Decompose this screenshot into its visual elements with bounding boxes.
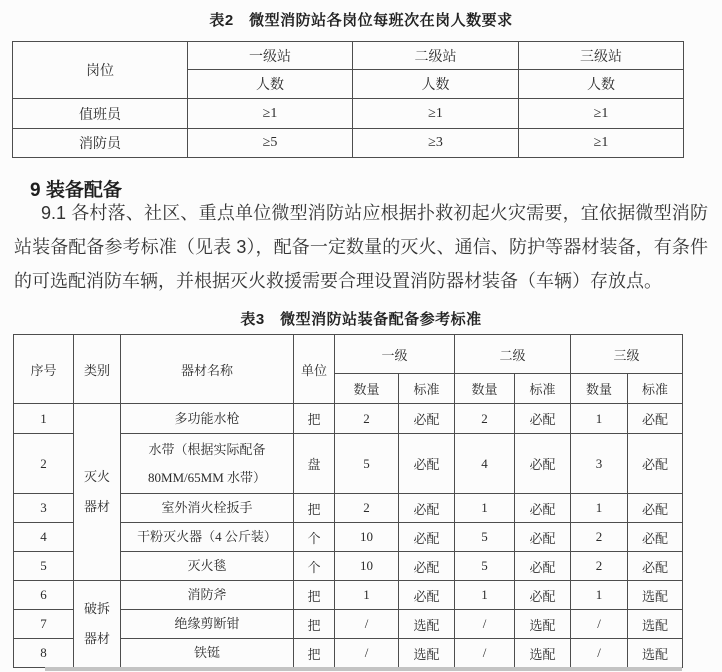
cell-qty-level3: 1	[571, 404, 628, 434]
cell-count-level2: ≥3	[353, 129, 519, 158]
cell-count-level1: ≥5	[188, 129, 353, 158]
cell-count-level3: ≥1	[519, 99, 684, 129]
cell-equipment-name: 消防斧	[121, 581, 294, 610]
cell-qty-level3: 2	[571, 552, 628, 581]
table2-title: 表2 微型消防站各岗位每班次在岗人数要求	[209, 12, 513, 29]
col-header-unit: 单位	[294, 335, 335, 404]
cell-std-level1: 必配	[399, 552, 455, 581]
col-subheader-count-2: 人数	[353, 70, 519, 99]
cell-count-level2: ≥1	[353, 99, 519, 129]
cell-std-level2: 必配	[515, 434, 571, 494]
cell-qty-level2: 5	[455, 552, 515, 581]
cell-std-level1: 必配	[399, 494, 455, 523]
cell-std-level2: 必配	[515, 523, 571, 552]
col-subheader-std-1: 标准	[399, 374, 455, 404]
section-heading: 9 装备配备	[30, 180, 122, 201]
cell-std-level2: 选配	[515, 610, 571, 639]
next-row-cutoff-strip	[45, 667, 682, 671]
table3-equipment	[13, 334, 683, 668]
cell-unit: 把	[294, 581, 335, 610]
table3-title: 表3 微型消防站装备配备参考标准	[240, 311, 482, 328]
col-subheader-count-3: 人数	[519, 70, 684, 99]
cell-std-level2: 选配	[515, 639, 571, 668]
cell-unit: 把	[294, 639, 335, 668]
col-header-level1: 一级	[335, 335, 455, 374]
col-header-equipment: 器材名称	[121, 335, 294, 404]
cell-std-level3: 必配	[628, 494, 683, 523]
cell-std-level2: 必配	[515, 581, 571, 610]
cell-std-level3: 选配	[628, 610, 683, 639]
cell-seq: 5	[14, 552, 74, 581]
cell-std-level2: 必配	[515, 552, 571, 581]
col-header-category: 类别	[74, 335, 121, 404]
cell-unit: 个	[294, 523, 335, 552]
cell-qty-level2: 4	[455, 434, 515, 494]
cell-std-level2: 必配	[515, 404, 571, 434]
cell-equipment-name: 灭火毯	[121, 552, 294, 581]
col-header-station-1: 一级站	[188, 42, 353, 70]
cell-seq: 7	[14, 610, 74, 639]
cell-count-level3: ≥1	[519, 129, 684, 158]
cell-qty-level1: 10	[335, 552, 399, 581]
cell-std-level3: 选配	[628, 581, 683, 610]
cell-std-level1: 必配	[399, 404, 455, 434]
cell-std-level3: 必配	[628, 523, 683, 552]
cell-qty-level1: /	[335, 639, 399, 668]
cell-std-level3: 必配	[628, 404, 683, 434]
col-header-post: 岗位	[13, 42, 188, 99]
cell-seq: 1	[14, 404, 74, 434]
cell-equipment-name: 室外消火栓扳手	[121, 494, 294, 523]
col-header-seq: 序号	[14, 335, 74, 404]
cell-equipment-name: 水带（根据实际配备 80MM/65MM 水带）	[121, 434, 294, 494]
cell-qty-level2: 1	[455, 581, 515, 610]
cell-equipment-name: 干粉灭火器（4 公斤装）	[121, 523, 294, 552]
col-subheader-std-3: 标准	[628, 374, 683, 404]
col-subheader-qty-1: 数量	[335, 374, 399, 404]
cell-qty-level3: /	[571, 610, 628, 639]
cell-category-firefighting: 灭火器材	[74, 404, 121, 581]
table-row	[14, 404, 683, 434]
cell-std-level3: 必配	[628, 434, 683, 494]
cell-equipment-name: 多功能水枪	[121, 404, 294, 434]
cell-count-level1: ≥1	[188, 99, 353, 129]
cell-seq: 2	[14, 434, 74, 494]
cell-qty-level3: /	[571, 639, 628, 668]
section-paragraph: 9.1 各村落、社区、重点单位微型消防站应根据扑救初起火灾需要，宜依据微型消防站装备配备参考标准（见表 3），配备一定数量的灭火、通信、防护等器材装备，有条件的可选配消防车辆，并根据灭火救援需要合理设置消防器材装备（车辆）存放点。	[14, 203, 708, 291]
cell-qty-level1: 2	[335, 404, 399, 434]
cell-qty-level3: 1	[571, 494, 628, 523]
cell-qty-level2: 2	[455, 404, 515, 434]
cell-equipment-name: 铁铤	[121, 639, 294, 668]
cell-qty-level2: /	[455, 639, 515, 668]
col-subheader-std-2: 标准	[515, 374, 571, 404]
cell-std-level1: 必配	[399, 523, 455, 552]
col-header-level2: 二级	[455, 335, 571, 374]
cell-seq: 4	[14, 523, 74, 552]
cell-equipment-name: 绝缘剪断钳	[121, 610, 294, 639]
cell-unit: 个	[294, 552, 335, 581]
col-subheader-qty-2: 数量	[455, 374, 515, 404]
cell-qty-level2: /	[455, 610, 515, 639]
table3-header-row-1	[14, 335, 683, 374]
cell-std-level1: 必配	[399, 581, 455, 610]
cell-std-level1: 选配	[399, 639, 455, 668]
cell-qty-level2: 1	[455, 494, 515, 523]
cell-std-level1: 选配	[399, 610, 455, 639]
table2-header-row-1	[13, 42, 684, 70]
cell-std-level3: 选配	[628, 639, 683, 668]
cell-qty-level1: /	[335, 610, 399, 639]
table-row	[14, 581, 683, 610]
cell-std-level2: 必配	[515, 494, 571, 523]
col-header-station-3: 三级站	[519, 42, 684, 70]
cell-seq: 8	[14, 639, 74, 668]
cell-qty-level2: 5	[455, 523, 515, 552]
cell-seq: 3	[14, 494, 74, 523]
cell-qty-level3: 1	[571, 581, 628, 610]
cell-qty-level1: 2	[335, 494, 399, 523]
cell-qty-level1: 1	[335, 581, 399, 610]
table-row	[13, 129, 684, 158]
cell-qty-level3: 3	[571, 434, 628, 494]
col-subheader-count-1: 人数	[188, 70, 353, 99]
cell-category-forcible-entry: 破拆器材	[74, 581, 121, 668]
cell-seq: 6	[14, 581, 74, 610]
cell-unit: 把	[294, 610, 335, 639]
col-subheader-qty-3: 数量	[571, 374, 628, 404]
cell-post: 消防员	[13, 129, 188, 158]
cell-qty-level1: 10	[335, 523, 399, 552]
cell-qty-level1: 5	[335, 434, 399, 494]
cell-unit: 把	[294, 494, 335, 523]
col-header-station-2: 二级站	[353, 42, 519, 70]
table-row	[13, 99, 684, 129]
cell-std-level3: 必配	[628, 552, 683, 581]
cell-post: 值班员	[13, 99, 188, 129]
col-header-level3: 三级	[571, 335, 683, 374]
cell-unit: 盘	[294, 434, 335, 494]
table2-staffing	[12, 41, 684, 158]
cell-unit: 把	[294, 404, 335, 434]
cell-qty-level3: 2	[571, 523, 628, 552]
cell-std-level1: 必配	[399, 434, 455, 494]
